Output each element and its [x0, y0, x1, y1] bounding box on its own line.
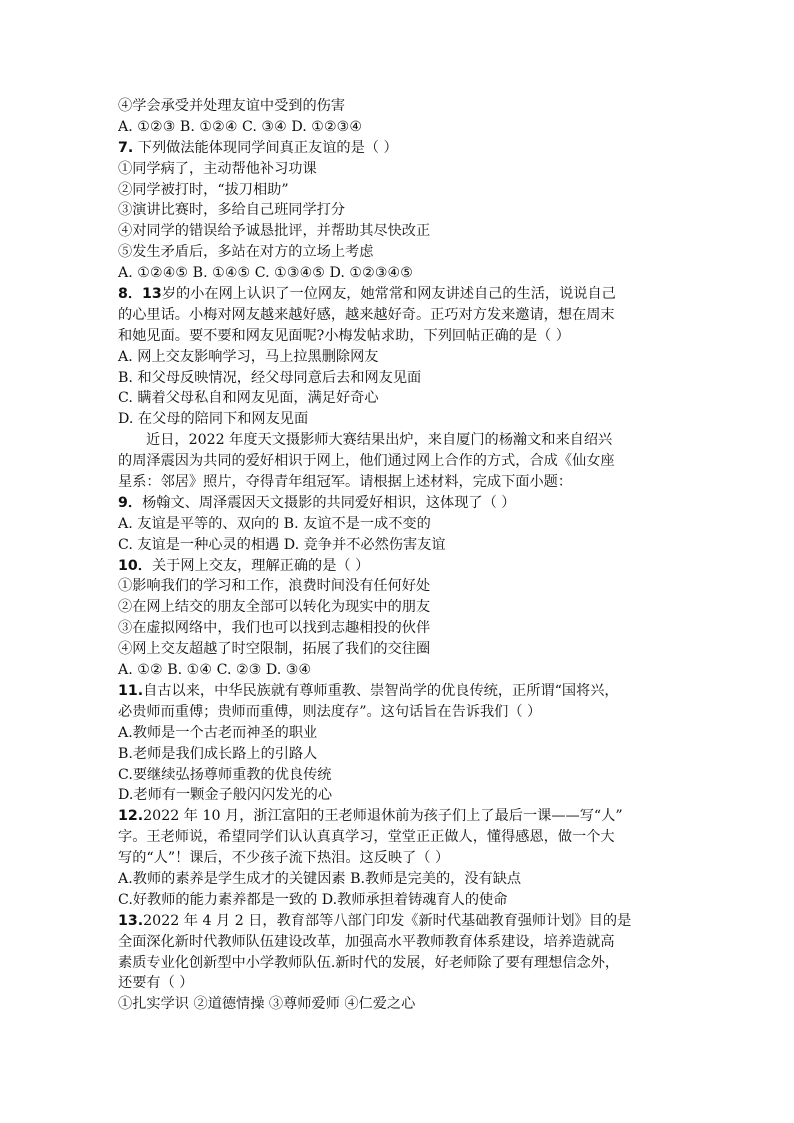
line-text: B. 和父母反映情况，经父母同意后去和网友见面 [118, 369, 422, 386]
line-text: A. 网上交友影响学习，马上拉黑删除网友 [118, 348, 379, 365]
line-text: ③在虚拟网络中，我们也可以找到志趣相投的伙伴 [118, 620, 431, 637]
q13-stem-3 [118, 953, 718, 974]
q11-stem-2 [118, 702, 718, 723]
line-text: ④对同学的错误给予诚恳批评，并帮助其尽快改正 [118, 223, 431, 240]
q8-choice-a [118, 347, 718, 368]
line-text: 必贵师而重傅；贵师而重傅，则法度存”。这句话旨在告诉我们（ ） [118, 703, 542, 720]
q13-stem-2 [118, 932, 718, 953]
material-1 [118, 430, 718, 451]
line-text: 的心里话。小梅对网友越来越好感，越来越好奇。正巧对方发来邀请，想在周末 [118, 306, 615, 323]
line-text: ③演讲比赛时，多给自己班同学打分 [118, 202, 346, 219]
line-text: 2022 年 10 月，浙江富阳的王老师退休前为孩子们上了最后一课——写“人” [143, 808, 623, 825]
line-text: 自古以来，中华民族就有尊师重教、崇智尚学的优良传统，正所谓“国将兴， [143, 682, 619, 699]
line-text: ⑤发生矛盾后，多站在对方的立场上考虑 [118, 244, 374, 261]
line-text: 下列做法能体现同学间真正友谊的是（ ） [133, 139, 398, 156]
q6-choices [118, 117, 718, 138]
line-text: 星系：邻居》照片，夺得青年组冠军。请根据上述材料，完成下面小题： [118, 474, 573, 491]
q10-option-3 [118, 618, 718, 639]
option-line-4 [118, 96, 718, 117]
q8-stem-3 [118, 326, 718, 347]
line-text: A.教师是一个古老而神圣的职业 [118, 724, 318, 741]
q7-option-3 [118, 200, 718, 221]
line-text: A. ①② B. ①④ C. ②③ D. ③④ [118, 662, 312, 679]
q11-stem-1 [118, 681, 718, 702]
line-text: ④学会承受并处理友谊中受到的伤害 [118, 98, 346, 114]
line-text: B.老师是我们成长路上的引路人 [118, 745, 318, 762]
q10-stem [118, 556, 718, 577]
line-text: 的周泽震因为共同的爱好相识于网上，他们通过网上合作的方式，合成《仙女座 [118, 453, 615, 470]
question-number: 12. [118, 808, 144, 825]
q13-stem-1 [118, 911, 718, 932]
q8-choice-b [118, 368, 718, 389]
q9-stem [118, 493, 718, 514]
q9-choices-ab [118, 514, 718, 535]
q7-option-2 [118, 180, 718, 201]
line-text: 字。王老师说，希望同学们认认真真学习，堂堂正正做人，懂得感恩，做一个大 [118, 829, 615, 846]
question-number: 11. [118, 682, 144, 699]
line-text: 写的“人”！课后，不少孩子流下热泪。这反映了（ ） [118, 850, 450, 867]
line-text: 关于网上交友，理解正确的是（ ） [151, 557, 370, 574]
q8-stem-2 [118, 305, 718, 326]
q11-choice-b [118, 744, 718, 765]
line-text: ①扎实学识 ②道德情操 ③尊师爱师 ④仁爱之心 [118, 996, 416, 1013]
question-number: 8．13 [118, 286, 162, 303]
line-text: 素质专业化创新型中小学教师队伍.新时代的发展，好老师除了要有理想信念外， [118, 954, 620, 971]
line-text: A. 友谊是平等的、双向的 B. 友谊不是一成不变的 [118, 515, 431, 532]
line-text: ④网上交友超越了时空限制，拓展了我们的交往圈 [118, 641, 431, 658]
q8-choice-d [118, 409, 718, 430]
q12-choices-cd [118, 890, 718, 911]
material-2 [118, 451, 718, 472]
line-text: C.要继续弘扬尊师重教的优良传统 [118, 766, 332, 783]
line-text: 岁的小在网上认识了一位网友，她常常和网友讲述自己的生活，说说自己 [161, 286, 616, 303]
q13-stem-4 [118, 973, 718, 994]
line-text: ②在网上结交的朋友全部可以转化为现实中的朋友 [118, 599, 431, 616]
question-number: 13. [118, 912, 144, 929]
line-text: A. ①②④⑤ B. ①④⑤ C. ①③④⑤ D. ①②③④⑤ [118, 265, 413, 282]
q12-stem-2 [118, 827, 718, 848]
line-text: C. 友谊是一种心灵的相遇 D. 竞争并不必然伤害友谊 [118, 536, 446, 553]
q11-choice-d [118, 785, 718, 806]
q10-choices [118, 660, 718, 681]
line-text: 近日，2022 年度天文摄影师大赛结果出炉，来自厦门的杨瀚文和来自绍兴 [146, 432, 613, 449]
question-number: 9． [118, 494, 143, 511]
q10-option-2 [118, 597, 718, 618]
line-text: D.老师有一颗金子般闪闪发光的心 [118, 787, 333, 804]
material-3 [118, 472, 718, 493]
line-text: A.教师的素养是学生成才的关键因素 B.教师是完美的，没有缺点 [118, 870, 522, 887]
line-text: A. ①②③ B. ①②④ C. ③④ D. ①②③④ [118, 118, 363, 135]
q7-option-5 [118, 242, 718, 263]
line-text: 还要有（ ） [118, 975, 194, 992]
exam-page [118, 96, 718, 1015]
q12-choices-ab [118, 869, 718, 890]
q8-stem-1 [118, 284, 718, 305]
line-text: 2022 年 4 月 2 日，教育部等八部门印发《新时代基础教育强师计划》目的是 [143, 912, 632, 929]
q7-option-4 [118, 221, 718, 242]
line-text: ①影响我们的学习和工作，浪费时间没有任何好处 [118, 578, 431, 595]
line-text: 全面深化新时代教师队伍建设改革，加强高水平教师教育体系建设，培养造就高 [118, 933, 615, 950]
q11-choice-c [118, 765, 718, 786]
line-text: C. 瞒着父母私自和网友见面，满足好奇心 [118, 390, 379, 407]
line-text: 杨翰文、周泽震因天文摄影的共同爱好相识，这体现了（ ） [142, 494, 516, 511]
line-text: ①同学病了，主动帮他补习功课 [118, 160, 317, 177]
q12-stem-1 [118, 806, 718, 827]
line-text: ②同学被打时，“拔刀相助” [118, 181, 289, 198]
q7-option-1 [118, 159, 718, 180]
q13-options [118, 994, 718, 1015]
line-text: D. 在父母的陪同下和网友见面 [118, 411, 309, 428]
line-text: 和她见面。要不要和网友见面呢?小梅发帖求助，下列回帖正确的是（ ） [118, 327, 570, 344]
q11-choice-a [118, 723, 718, 744]
q7-choices [118, 263, 718, 284]
q10-option-4 [118, 639, 718, 660]
q8-choice-c [118, 388, 718, 409]
question-number: 7. [118, 139, 134, 156]
q7-stem [118, 138, 718, 159]
q9-choices-cd [118, 535, 718, 556]
q12-stem-3 [118, 848, 718, 869]
question-number: 10． [118, 557, 152, 574]
q10-option-1 [118, 576, 718, 597]
line-text: C.好教师的能力素养都是一致的 D.教师承担着铸魂育人的使命 [118, 891, 508, 908]
